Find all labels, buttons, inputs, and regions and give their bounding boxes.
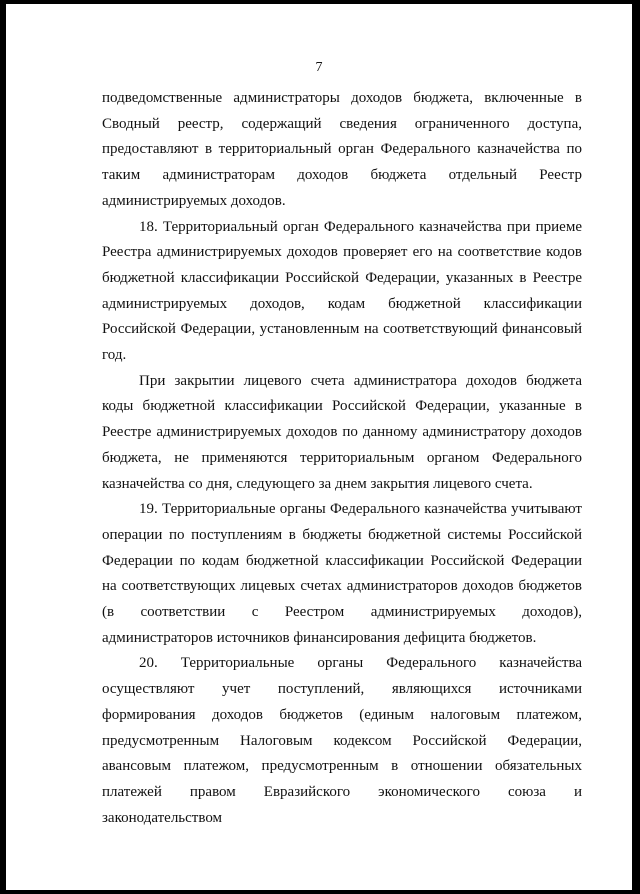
paragraph-account-closure: При закрытии лицевого счета администратора доходов бюджета коды бюджетной классификации Российской Федерации, указанные в Реестре администрируемых доходов по данному администратору доходов бюджета, не применяются территориальным органом Федерального казначейства со дня, следующего за днем закрытия лицевого счета. [102, 372, 582, 492]
paragraph-item-18: 18. Территориальный орган Федерального казначейства при приеме Реестра администрируемых доходов проверяет его на соответствие кодов бюджетной классификации Российской Федерации, указанных в Реестре администрируемых доходов, кодам бюджетной классификации Российской Федерации, установленным на соответствующий финансовый год. [102, 218, 582, 364]
paragraph-continuation: подведомственные администраторы доходов бюджета, включенные в Сводный реестр, содержащий сведения ограниченного доступа, предоставляют в территориальный орган Федерального казначейства по таким администраторам доходов бюджета отдельный Реестр администрируемых доходов. [102, 90, 582, 209]
document-body [102, 86, 582, 831]
paragraph-item-19: 19. Территориальные органы Федерального казначейства учитывают операции по поступлениям в бюджеты бюджетной системы Российской Федерации по кодам бюджетной классификации Российской Федерации на соответствующих лицевых счетах администраторов доходов бюджетов (в соответствии с Реестром администрируемых доходов), администраторов источников финансирования дефицита бюджетов. [102, 501, 582, 646]
document-page [6, 4, 632, 890]
page-number: 7 [315, 60, 323, 75]
paragraph-item-20: 20. Территориальные органы Федерального казначейства осуществляют учет поступлений, являющихся источниками формирования доходов бюджетов (единым налоговым платежом, предусмотренным Налоговым кодексом Российской Федерации, авансовым платежом, предусмотренным в отношении обязательных платежей правом Евразийского экономического союза и законодательством [102, 655, 582, 826]
